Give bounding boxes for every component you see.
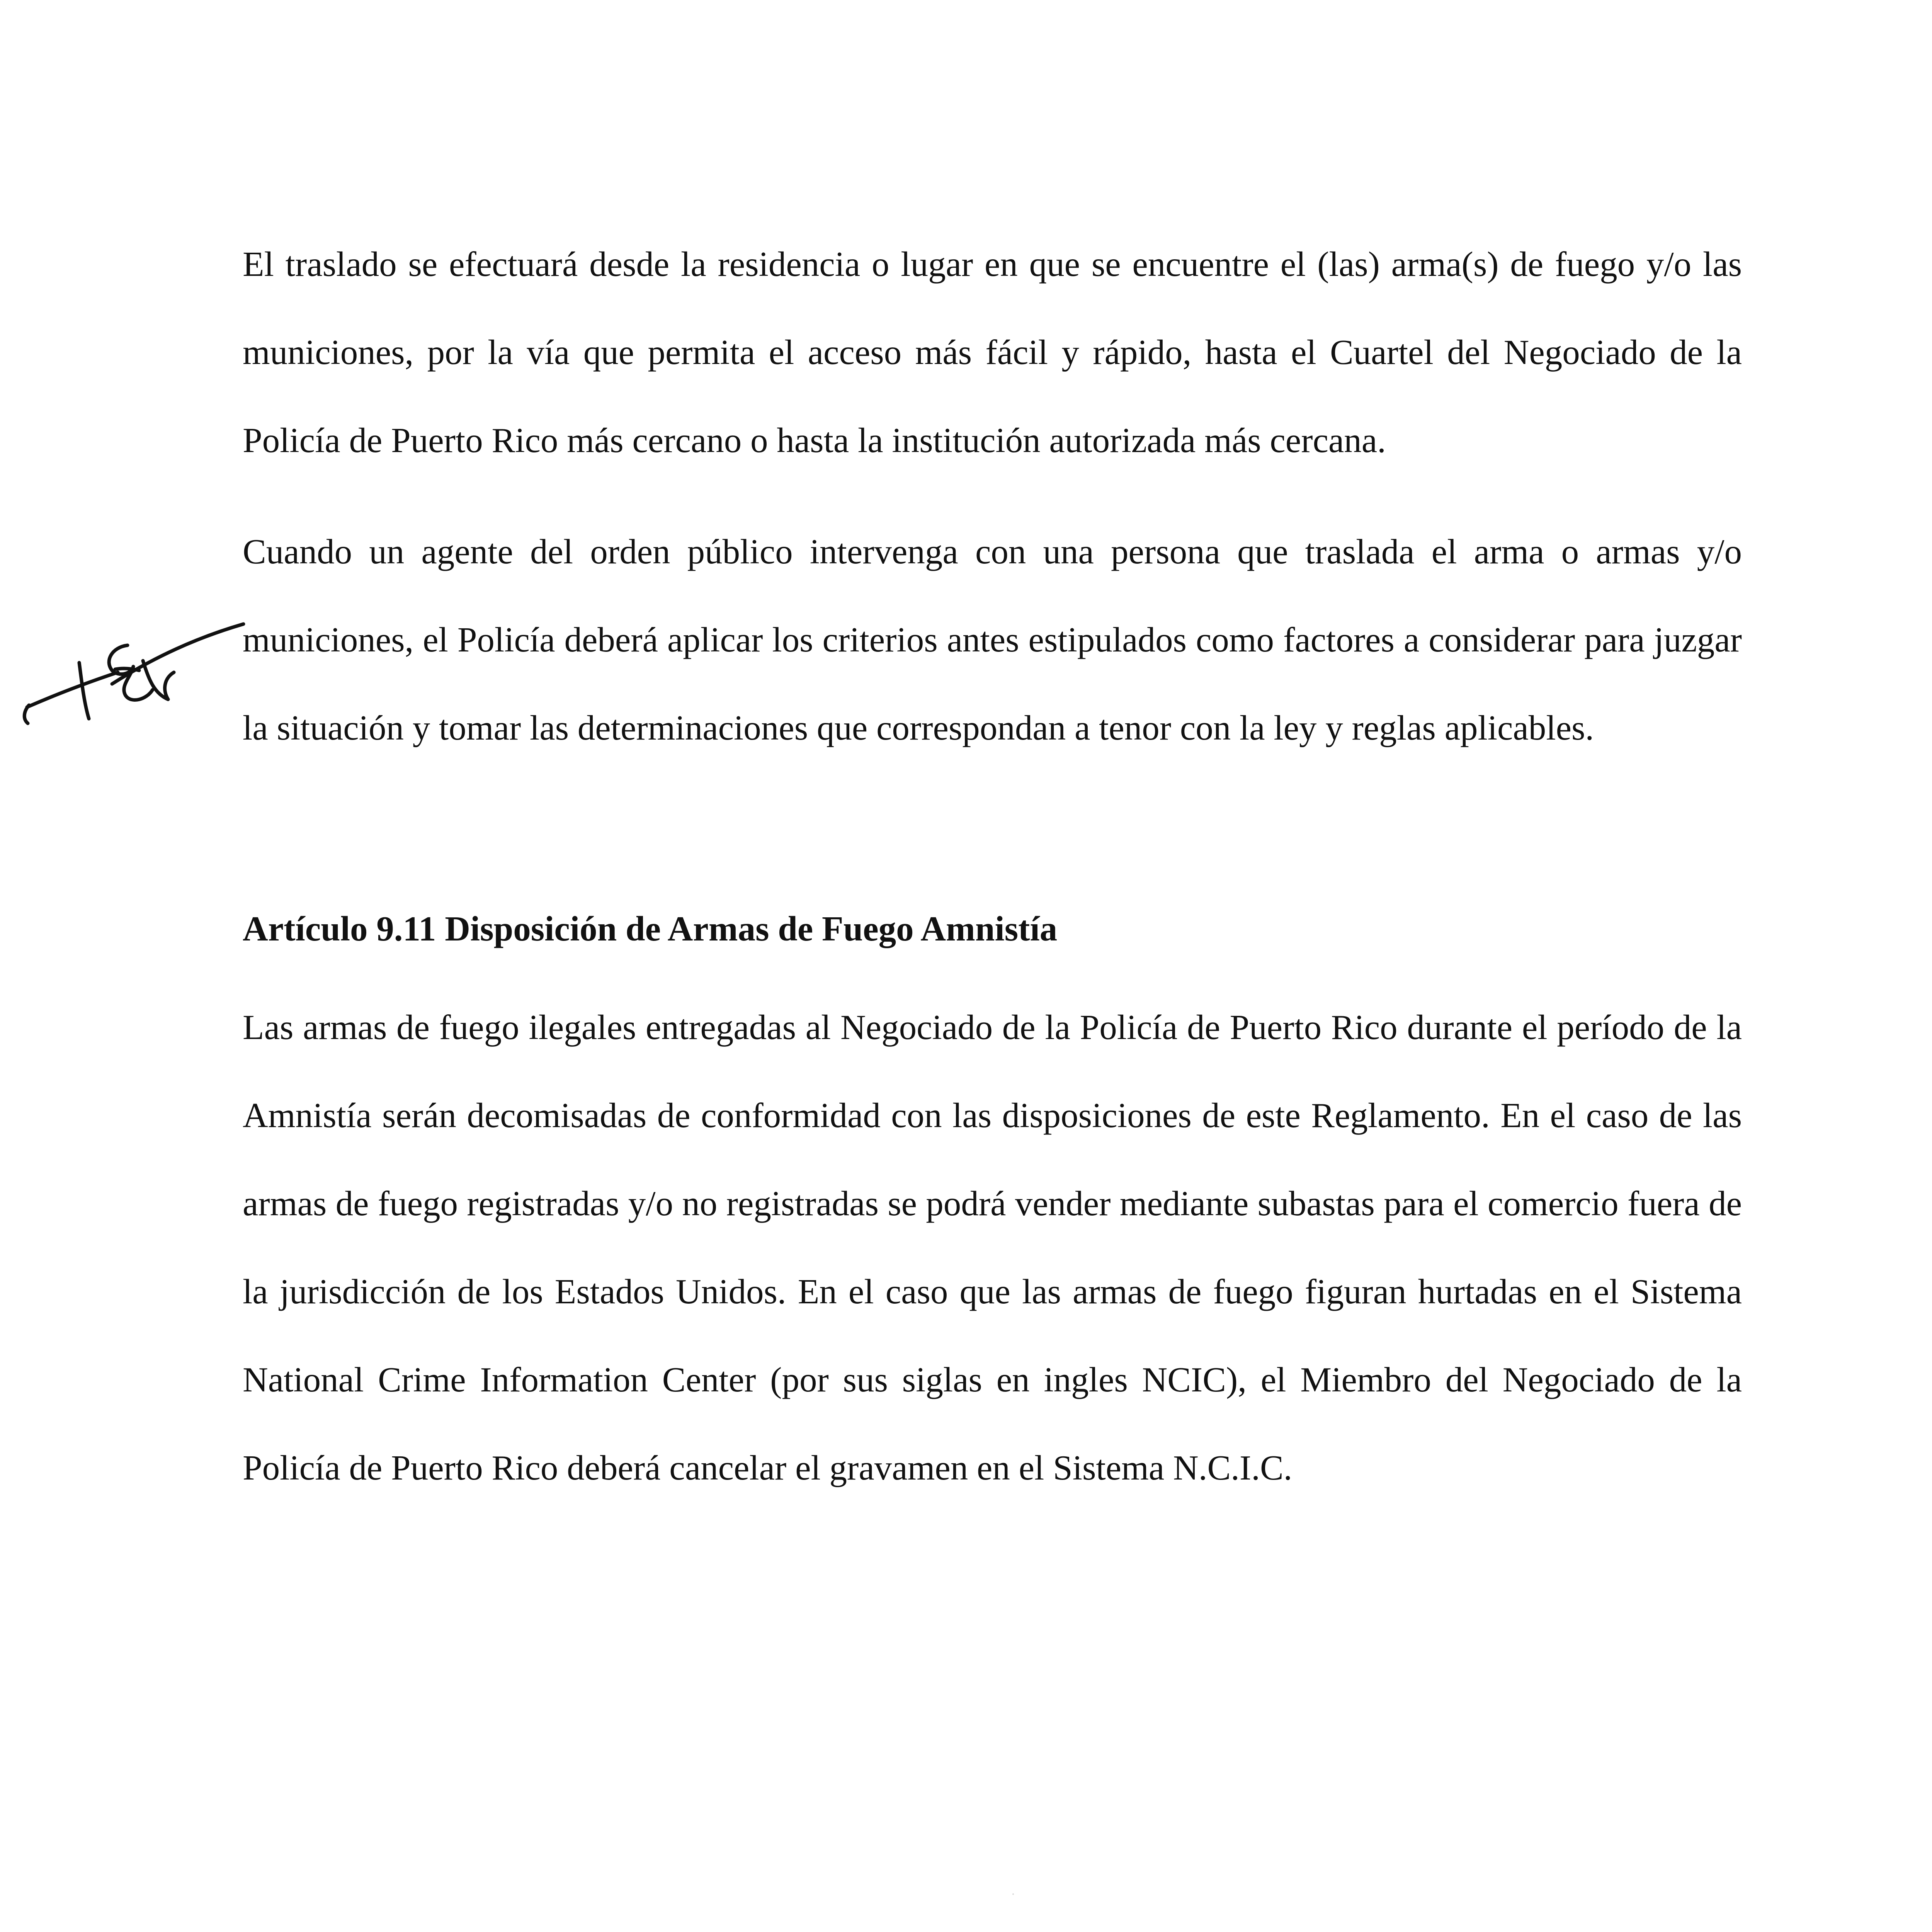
paragraph-agente-orden-publico: Cuando un agente del orden público intervenga con una persona que traslada el arma o armas y/o municiones, el Policía deberá aplicar los criterios antes estipulados como factores a considerar para juzgar la situación y tomar las determinaciones que correspondan a tenor con la ley y reglas aplicables. bbox=[243, 532, 1742, 747]
paragraph-traslado: El traslado se efectuará desde la residencia o lugar en que se encuentre el (las) arma(s) de fuego y/o las municiones, por la vía que permita el acceso más fácil y rápido, hasta el Cuartel del Negociado de la Policía de Puerto Rico más cercano o hasta la institución autorizada más cercana. bbox=[243, 245, 1742, 460]
article-heading: Artículo 9.11 Disposición de Armas de Fuego Amnistía bbox=[243, 909, 1058, 948]
scan-speck bbox=[1012, 1893, 1014, 1895]
paragraph-amnistia: Las armas de fuego ilegales entregadas al Negociado de la Policía de Puerto Rico durante el período de la Amnistía serán decomisadas de conformidad con las disposiciones de este Reglamento. En el caso de las armas de fuego registradas y/o no registradas se podrá vender mediante subastas para el comercio fuera de la jurisdicción de los Estados Unidos. En el caso que las armas de fuego figuran hurtadas en el Sistema National Crime Information Center (por sus siglas en ingles NCIC), el Miembro del Negociado de la Policía de Puerto Rico deberá cancelar el gravamen en el Sistema N.C.I.C. bbox=[243, 1008, 1742, 1487]
